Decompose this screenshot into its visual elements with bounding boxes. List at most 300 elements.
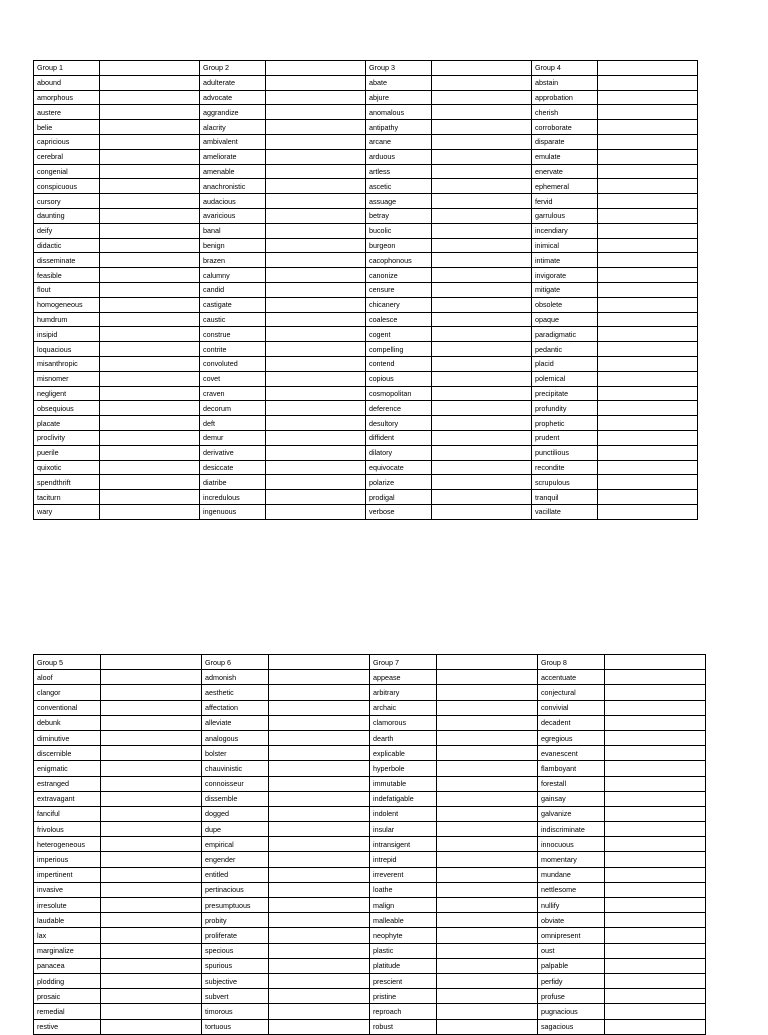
word-cell: omnipresent xyxy=(537,928,604,943)
word-cell: incredulous xyxy=(199,490,265,505)
empty-cell xyxy=(431,120,531,135)
group-header: Group 7 xyxy=(369,655,436,670)
word-cell: probity xyxy=(201,913,268,928)
empty-cell xyxy=(431,445,531,460)
word-cell: flamboyant xyxy=(537,761,604,776)
empty-cell xyxy=(100,746,201,761)
empty-cell xyxy=(99,61,199,76)
empty-cell xyxy=(436,806,537,821)
word-cell: wary xyxy=(34,504,100,519)
empty-cell xyxy=(597,401,697,416)
word-cell: inimical xyxy=(531,238,597,253)
empty-cell xyxy=(604,898,705,913)
word-cell: contrite xyxy=(199,342,265,357)
word-cell: restive xyxy=(34,1019,101,1034)
word-cell: avaricious xyxy=(199,208,265,223)
empty-cell xyxy=(99,504,199,519)
word-cell: perfidy xyxy=(537,973,604,988)
word-cell: remedial xyxy=(34,1004,101,1019)
word-row xyxy=(34,730,706,745)
word-cell: panacea xyxy=(34,958,101,973)
word-row xyxy=(34,430,698,445)
word-cell: oust xyxy=(537,943,604,958)
word-cell: approbation xyxy=(531,90,597,105)
empty-cell xyxy=(597,342,697,357)
word-cell: didactic xyxy=(34,238,100,253)
word-cell: intrepid xyxy=(369,852,436,867)
word-cell: enigmatic xyxy=(34,761,101,776)
empty-cell xyxy=(99,356,199,371)
word-cell: evanescent xyxy=(537,746,604,761)
empty-cell xyxy=(99,90,199,105)
word-row xyxy=(34,253,698,268)
word-cell: platitude xyxy=(369,958,436,973)
word-cell: spendthrift xyxy=(34,475,100,490)
empty-cell xyxy=(597,164,697,179)
empty-cell xyxy=(100,1019,201,1034)
empty-cell xyxy=(436,655,537,670)
word-row xyxy=(34,973,706,988)
empty-cell xyxy=(431,179,531,194)
word-cell: ameliorate xyxy=(199,149,265,164)
empty-cell xyxy=(604,761,705,776)
word-cell: empirical xyxy=(201,837,268,852)
empty-cell xyxy=(604,776,705,791)
word-row xyxy=(34,120,698,135)
word-cell: loquacious xyxy=(34,342,100,357)
empty-cell xyxy=(268,882,369,897)
word-cell: prescient xyxy=(369,973,436,988)
word-cell: tranquil xyxy=(531,490,597,505)
word-row xyxy=(34,928,706,943)
word-cell: dupe xyxy=(201,822,268,837)
empty-cell xyxy=(100,685,201,700)
word-row xyxy=(34,386,698,401)
word-cell: presumptuous xyxy=(201,898,268,913)
word-cell: assuage xyxy=(365,194,431,209)
empty-cell xyxy=(265,356,365,371)
word-cell: alacrity xyxy=(199,120,265,135)
empty-cell xyxy=(100,973,201,988)
empty-cell xyxy=(604,882,705,897)
word-cell: humdrum xyxy=(34,312,100,327)
word-cell: fervid xyxy=(531,194,597,209)
empty-cell xyxy=(604,670,705,685)
word-cell: cogent xyxy=(365,327,431,342)
empty-cell xyxy=(100,913,201,928)
word-cell: desiccate xyxy=(199,460,265,475)
empty-cell xyxy=(265,327,365,342)
word-cell: disparate xyxy=(531,134,597,149)
empty-cell xyxy=(265,105,365,120)
empty-cell xyxy=(604,913,705,928)
word-cell: obsequious xyxy=(34,401,100,416)
empty-cell xyxy=(265,120,365,135)
empty-cell xyxy=(268,928,369,943)
word-cell: chicanery xyxy=(365,297,431,312)
empty-cell xyxy=(265,179,365,194)
word-cell: incendiary xyxy=(531,223,597,238)
empty-cell xyxy=(99,134,199,149)
empty-cell xyxy=(431,61,531,76)
empty-cell xyxy=(604,700,705,715)
empty-cell xyxy=(436,670,537,685)
empty-cell xyxy=(268,806,369,821)
empty-cell xyxy=(268,685,369,700)
word-cell: insipid xyxy=(34,327,100,342)
empty-cell xyxy=(268,822,369,837)
empty-cell xyxy=(597,105,697,120)
empty-cell xyxy=(604,791,705,806)
empty-cell xyxy=(604,1019,705,1034)
word-cell: censure xyxy=(365,282,431,297)
empty-cell xyxy=(604,822,705,837)
empty-cell xyxy=(431,430,531,445)
word-cell: daunting xyxy=(34,208,100,223)
empty-cell xyxy=(604,973,705,988)
empty-cell xyxy=(431,75,531,90)
word-row xyxy=(34,75,698,90)
word-row xyxy=(34,898,706,913)
word-cell: mundane xyxy=(537,867,604,882)
word-cell: immutable xyxy=(369,776,436,791)
word-cell: frivolous xyxy=(34,822,101,837)
word-cell: fanciful xyxy=(34,806,101,821)
word-row xyxy=(34,401,698,416)
empty-cell xyxy=(604,852,705,867)
empty-cell xyxy=(604,928,705,943)
empty-cell xyxy=(100,867,201,882)
empty-cell xyxy=(100,730,201,745)
empty-cell xyxy=(268,746,369,761)
empty-cell xyxy=(431,223,531,238)
word-cell: paradigmatic xyxy=(531,327,597,342)
empty-cell xyxy=(268,867,369,882)
group-header-row xyxy=(34,61,698,76)
word-cell: betray xyxy=(365,208,431,223)
empty-cell xyxy=(100,715,201,730)
word-cell: recondite xyxy=(531,460,597,475)
empty-cell xyxy=(436,898,537,913)
word-cell: emulate xyxy=(531,149,597,164)
word-cell: abound xyxy=(34,75,100,90)
word-cell: feasible xyxy=(34,268,100,283)
empty-cell xyxy=(436,867,537,882)
empty-cell xyxy=(99,460,199,475)
empty-cell xyxy=(265,134,365,149)
empty-cell xyxy=(431,312,531,327)
empty-cell xyxy=(265,312,365,327)
empty-cell xyxy=(597,297,697,312)
word-cell: loathe xyxy=(369,882,436,897)
word-cell: abjure xyxy=(365,90,431,105)
word-cell: heterogeneous xyxy=(34,837,101,852)
empty-cell xyxy=(265,430,365,445)
empty-cell xyxy=(99,401,199,416)
empty-cell xyxy=(265,445,365,460)
empty-cell xyxy=(597,475,697,490)
empty-cell xyxy=(268,776,369,791)
empty-cell xyxy=(436,715,537,730)
word-row xyxy=(34,490,698,505)
word-row xyxy=(34,791,706,806)
group-header: Group 8 xyxy=(537,655,604,670)
word-cell: hyperbole xyxy=(369,761,436,776)
empty-cell xyxy=(431,208,531,223)
word-cell: plodding xyxy=(34,973,101,988)
empty-cell xyxy=(100,655,201,670)
empty-cell xyxy=(100,898,201,913)
empty-cell xyxy=(99,430,199,445)
word-row xyxy=(34,194,698,209)
group-header: Group 6 xyxy=(201,655,268,670)
empty-cell xyxy=(265,268,365,283)
empty-cell xyxy=(265,371,365,386)
empty-cell xyxy=(265,386,365,401)
word-cell: candid xyxy=(199,282,265,297)
word-cell: aesthetic xyxy=(201,685,268,700)
word-cell: garrulous xyxy=(531,208,597,223)
empty-cell xyxy=(265,416,365,431)
empty-cell xyxy=(436,943,537,958)
word-cell: placid xyxy=(531,356,597,371)
word-cell: conjectural xyxy=(537,685,604,700)
empty-cell xyxy=(268,700,369,715)
empty-cell xyxy=(431,401,531,416)
word-row xyxy=(34,746,706,761)
word-cell: entitled xyxy=(201,867,268,882)
word-cell: canonize xyxy=(365,268,431,283)
empty-cell xyxy=(597,90,697,105)
empty-cell xyxy=(268,1004,369,1019)
word-cell: malign xyxy=(369,898,436,913)
word-cell: egregious xyxy=(537,730,604,745)
empty-cell xyxy=(99,490,199,505)
word-cell: subvert xyxy=(201,989,268,1004)
word-cell: invigorate xyxy=(531,268,597,283)
empty-cell xyxy=(436,700,537,715)
word-cell: timorous xyxy=(201,1004,268,1019)
word-cell: affectation xyxy=(201,700,268,715)
empty-cell xyxy=(100,852,201,867)
empty-cell xyxy=(597,194,697,209)
empty-cell xyxy=(597,282,697,297)
word-cell: decadent xyxy=(537,715,604,730)
empty-cell xyxy=(99,445,199,460)
word-row xyxy=(34,149,698,164)
empty-cell xyxy=(431,253,531,268)
word-cell: invasive xyxy=(34,882,101,897)
word-cell: ingenuous xyxy=(199,504,265,519)
word-cell: marginalize xyxy=(34,943,101,958)
word-cell: dilatory xyxy=(365,445,431,460)
word-cell: irresolute xyxy=(34,898,101,913)
empty-cell xyxy=(431,105,531,120)
word-cell: spurious xyxy=(201,958,268,973)
word-cell: subjective xyxy=(201,973,268,988)
word-cell: pedantic xyxy=(531,342,597,357)
word-cell: polarize xyxy=(365,475,431,490)
word-cell: belie xyxy=(34,120,100,135)
empty-cell xyxy=(100,882,201,897)
word-row xyxy=(34,475,698,490)
word-row xyxy=(34,685,706,700)
word-cell: reproach xyxy=(369,1004,436,1019)
empty-cell xyxy=(99,371,199,386)
empty-cell xyxy=(597,327,697,342)
empty-cell xyxy=(436,913,537,928)
word-cell: proclivity xyxy=(34,430,100,445)
empty-cell xyxy=(100,822,201,837)
word-row xyxy=(34,867,706,882)
word-cell: obsolete xyxy=(531,297,597,312)
empty-cell xyxy=(100,943,201,958)
word-row xyxy=(34,715,706,730)
empty-cell xyxy=(99,342,199,357)
word-row xyxy=(34,1019,706,1034)
word-cell: plastic xyxy=(369,943,436,958)
word-cell: scrupulous xyxy=(531,475,597,490)
word-cell: placate xyxy=(34,416,100,431)
word-row xyxy=(34,90,698,105)
word-cell: enervate xyxy=(531,164,597,179)
word-cell: aggrandize xyxy=(199,105,265,120)
empty-cell xyxy=(436,730,537,745)
word-cell: dearth xyxy=(369,730,436,745)
empty-cell xyxy=(265,75,365,90)
word-cell: negligent xyxy=(34,386,100,401)
empty-cell xyxy=(431,356,531,371)
word-cell: demur xyxy=(199,430,265,445)
word-cell: equivocate xyxy=(365,460,431,475)
word-cell: pristine xyxy=(369,989,436,1004)
word-cell: analogous xyxy=(201,730,268,745)
group-header: Group 3 xyxy=(365,61,431,76)
word-row xyxy=(34,700,706,715)
word-row xyxy=(34,670,706,685)
word-cell: misnomer xyxy=(34,371,100,386)
word-row xyxy=(34,282,698,297)
word-row xyxy=(34,822,706,837)
empty-cell xyxy=(268,989,369,1004)
word-cell: pertinacious xyxy=(201,882,268,897)
word-cell: coalesce xyxy=(365,312,431,327)
word-row xyxy=(34,445,698,460)
word-cell: imperious xyxy=(34,852,101,867)
empty-cell xyxy=(431,342,531,357)
word-cell: anachronistic xyxy=(199,179,265,194)
empty-cell xyxy=(100,670,201,685)
empty-cell xyxy=(268,837,369,852)
empty-cell xyxy=(597,134,697,149)
word-cell: verbose xyxy=(365,504,431,519)
word-cell: compelling xyxy=(365,342,431,357)
word-row xyxy=(34,223,698,238)
empty-cell xyxy=(436,837,537,852)
empty-cell xyxy=(431,134,531,149)
word-row xyxy=(34,105,698,120)
group-header: Group 1 xyxy=(34,61,100,76)
word-cell: anomalous xyxy=(365,105,431,120)
word-cell: deference xyxy=(365,401,431,416)
word-cell: contend xyxy=(365,356,431,371)
word-cell: craven xyxy=(199,386,265,401)
word-cell: irreverent xyxy=(369,867,436,882)
word-row xyxy=(34,164,698,179)
word-row xyxy=(34,958,706,973)
empty-cell xyxy=(431,386,531,401)
word-cell: extravagant xyxy=(34,791,101,806)
empty-cell xyxy=(265,401,365,416)
empty-cell xyxy=(268,791,369,806)
word-cell: convoluted xyxy=(199,356,265,371)
empty-cell xyxy=(99,268,199,283)
word-cell: audacious xyxy=(199,194,265,209)
empty-cell xyxy=(265,149,365,164)
empty-cell xyxy=(99,194,199,209)
word-row xyxy=(34,504,698,519)
empty-cell xyxy=(604,685,705,700)
word-cell: clamorous xyxy=(369,715,436,730)
word-cell: conspicuous xyxy=(34,179,100,194)
word-cell: benign xyxy=(199,238,265,253)
word-cell: quixotic xyxy=(34,460,100,475)
word-cell: indolent xyxy=(369,806,436,821)
empty-cell xyxy=(268,1019,369,1034)
empty-cell xyxy=(265,194,365,209)
word-row xyxy=(34,837,706,852)
empty-cell xyxy=(597,120,697,135)
empty-cell xyxy=(431,90,531,105)
word-cell: diminutive xyxy=(34,730,101,745)
word-cell: accentuate xyxy=(537,670,604,685)
word-cell: connoisseur xyxy=(201,776,268,791)
word-cell: sagacious xyxy=(537,1019,604,1034)
empty-cell xyxy=(431,194,531,209)
word-cell: chauvinistic xyxy=(201,761,268,776)
word-cell: aloof xyxy=(34,670,101,685)
empty-cell xyxy=(268,958,369,973)
word-cell: clangor xyxy=(34,685,101,700)
word-cell: debunk xyxy=(34,715,101,730)
word-cell: decorum xyxy=(199,401,265,416)
word-cell: dissemble xyxy=(201,791,268,806)
empty-cell xyxy=(597,268,697,283)
empty-cell xyxy=(597,61,697,76)
word-cell: austere xyxy=(34,105,100,120)
word-cell: impertinent xyxy=(34,867,101,882)
empty-cell xyxy=(431,282,531,297)
empty-cell xyxy=(604,867,705,882)
empty-cell xyxy=(99,105,199,120)
empty-cell xyxy=(436,791,537,806)
empty-cell xyxy=(268,913,369,928)
empty-cell xyxy=(431,297,531,312)
word-row xyxy=(34,882,706,897)
empty-cell xyxy=(431,460,531,475)
word-cell: neophyte xyxy=(369,928,436,943)
word-cell: calumny xyxy=(199,268,265,283)
word-row xyxy=(34,342,698,357)
empty-cell xyxy=(265,238,365,253)
word-cell: punctilious xyxy=(531,445,597,460)
empty-cell xyxy=(597,445,697,460)
word-row xyxy=(34,852,706,867)
word-row xyxy=(34,943,706,958)
empty-cell xyxy=(265,164,365,179)
empty-cell xyxy=(604,989,705,1004)
word-cell: burgeon xyxy=(365,238,431,253)
